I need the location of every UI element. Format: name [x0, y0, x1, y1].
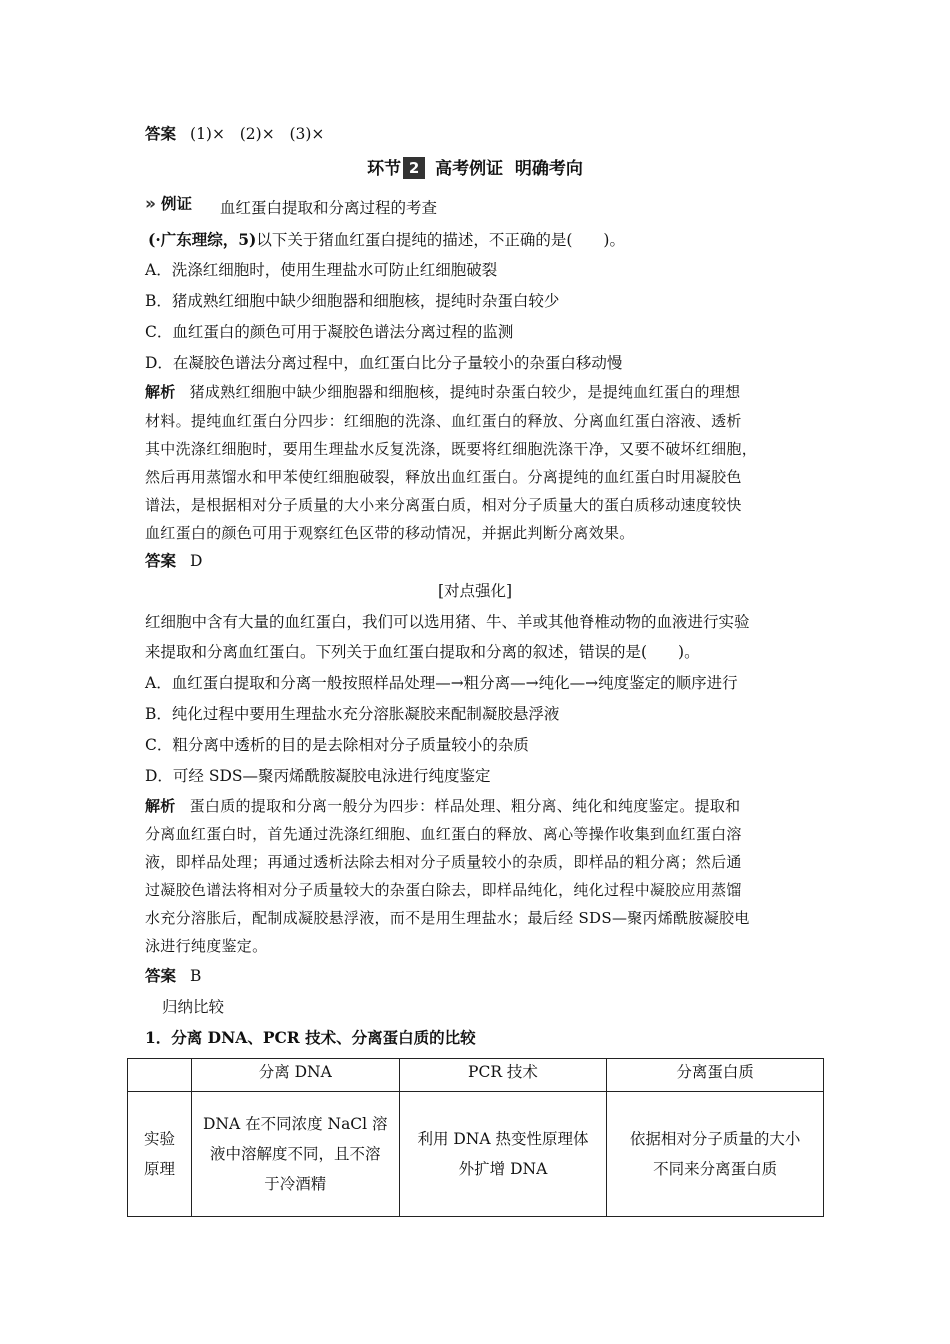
analysis-line: 血红蛋白的颜色可用于观察红色区带的移动情况，并据此判断分离效果。	[145, 524, 635, 542]
analysis-line: 水充分溶胀后，配制成凝胶悬浮液，而不是用生理盐水；最后经 SDS—聚丙烯酰胺凝胶电	[145, 909, 750, 927]
analysis-line	[145, 381, 740, 403]
analysis-label: 解析	[145, 383, 176, 401]
practice-heading: [对点强化]	[437, 582, 513, 600]
summary-item-title: 1．分离 DNA、PCR 技术、分离蛋白质的比较	[145, 1028, 476, 1047]
table-row	[128, 1092, 824, 1217]
answer-label: 答案	[145, 966, 177, 985]
example-label: 例证	[160, 195, 192, 213]
table-header-cell: 分离蛋白质	[607, 1059, 824, 1092]
practice-stem-line: 红细胞中含有大量的血红蛋白，我们可以选用猪、牛、羊或其他脊椎动物的血液进行实验	[145, 613, 750, 631]
analysis-line: 然后再用蒸馏水和甲苯使红细胞破裂，释放出血红蛋白。分离提纯的血红蛋白时用凝胶色	[145, 468, 742, 486]
question-stem	[148, 229, 625, 251]
top-answer-line	[145, 123, 324, 145]
answer-line	[145, 965, 201, 987]
comparison-table	[127, 1058, 824, 1217]
option-a: A．血红蛋白提取和分离一般按照样品处理—→粗分离—→纯化—→纯度鉴定的顺序进行	[145, 674, 738, 692]
table-header-cell: 分离 DNA	[191, 1059, 399, 1092]
answer-label: 答案	[145, 124, 177, 143]
analysis-text: 猪成熟红细胞中缺少细胞器和细胞核，提纯时杂蛋白较少，是提纯血红蛋白的理想	[189, 383, 741, 401]
analysis-label: 解析	[145, 797, 176, 815]
cell-line: 外扩增 DNA	[458, 1160, 548, 1178]
option-a: A．洗涤红细胞时，使用生理盐水可防止红细胞破裂	[145, 261, 498, 279]
table-cell	[191, 1092, 399, 1217]
question-source: (·广东理综，5)	[148, 230, 257, 249]
analysis-line: 泳进行纯度鉴定。	[145, 937, 268, 955]
table-header-row	[128, 1059, 824, 1092]
practice-stem-line: 来提取和分离血红蛋白。下列关于血红蛋白提取和分离的叙述，错误的是( )。	[145, 643, 700, 661]
analysis-line: 材料。提纯血红蛋白分四步：红细胞的洗涤、血红蛋白的释放、分离血红蛋白溶液、透析	[145, 412, 742, 430]
analysis-line: 分离血红蛋白时，首先通过洗涤红细胞、血红蛋白的释放、离心等操作收集到血红蛋白溶	[145, 825, 742, 843]
section-title	[0, 156, 950, 182]
section-prefix: 环节	[367, 159, 402, 179]
analysis-line: 其中洗涤红细胞时，要用生理盐水反复洗涤，既要将红细胞洗涤干净，又要不破坏红细胞，	[145, 440, 758, 458]
answer-value: D	[190, 552, 203, 570]
answer-text: (1)× (2)× (3)×	[190, 125, 325, 143]
cell-line: 实验	[143, 1130, 175, 1148]
cell-line: 利用 DNA 热变性原理体	[417, 1130, 589, 1148]
table-cell	[607, 1092, 824, 1217]
option-d: D．可经 SDS—聚丙烯酰胺凝胶电泳进行纯度鉴定	[145, 767, 491, 785]
option-b: B．纯化过程中要用生理盐水充分溶胀凝胶来配制凝胶悬浮液	[145, 705, 560, 723]
table-header-cell: PCR 技术	[399, 1059, 607, 1092]
analysis-line: 液，即样品处理；再通过透析法除去相对分子质量较小的杂质，即样品的粗分离；然后通	[145, 853, 742, 871]
table-header-cell	[128, 1059, 192, 1092]
table-cell	[399, 1092, 607, 1217]
cell-line: 不同来分离蛋白质	[653, 1160, 778, 1178]
section-heading: 高考例证 明确考向	[435, 159, 583, 179]
cell-line: 于冷酒精	[264, 1175, 327, 1193]
cell-line: DNA 在不同浓度 NaCl 溶	[202, 1115, 388, 1133]
section-number: 2	[403, 157, 425, 179]
cell-line: 液中溶解度不同，且不溶	[210, 1145, 381, 1163]
cell-line: 依据相对分子质量的大小	[629, 1130, 801, 1148]
analysis-line: 谱法，是根据相对分子质量的大小来分离蛋白质，相对分子质量大的蛋白质移动速度较快	[145, 496, 742, 514]
answer-value: B	[190, 967, 202, 985]
double-chevron-icon: »	[145, 194, 153, 214]
option-c: C．血红蛋白的颜色可用于凝胶色谱法分离过程的监测	[145, 323, 514, 341]
answer-label: 答案	[145, 551, 177, 570]
option-c: C．粗分离中透析的目的是去除相对分子质量较小的杂质	[145, 736, 529, 754]
option-d: D．在凝胶色谱法分离过程中，血红蛋白比分子量较小的杂蛋白移动慢	[145, 354, 623, 372]
example-topic: 血红蛋白提取和分离过程的考查	[220, 199, 438, 217]
example-header	[145, 193, 437, 215]
summary-heading: 归纳比较	[162, 998, 225, 1016]
analysis-line: 过凝胶色谱法将相对分子质量较大的杂蛋白除去，即样品纯化，纯化过程中凝胶应用蒸馏	[145, 881, 742, 899]
option-b: B．猪成熟红细胞中缺少细胞器和细胞核，提纯时杂蛋白较少	[145, 292, 560, 310]
cell-line: 原理	[143, 1160, 175, 1178]
analysis-line	[145, 795, 740, 817]
table-row-label	[128, 1092, 192, 1217]
question-text: 以下关于猪血红蛋白提纯的描述，不正确的是( )。	[256, 231, 625, 249]
answer-line	[145, 550, 202, 572]
analysis-text: 蛋白质的提取和分离一般分为四步：样品处理、粗分离、纯化和纯度鉴定。提取和	[189, 797, 741, 815]
